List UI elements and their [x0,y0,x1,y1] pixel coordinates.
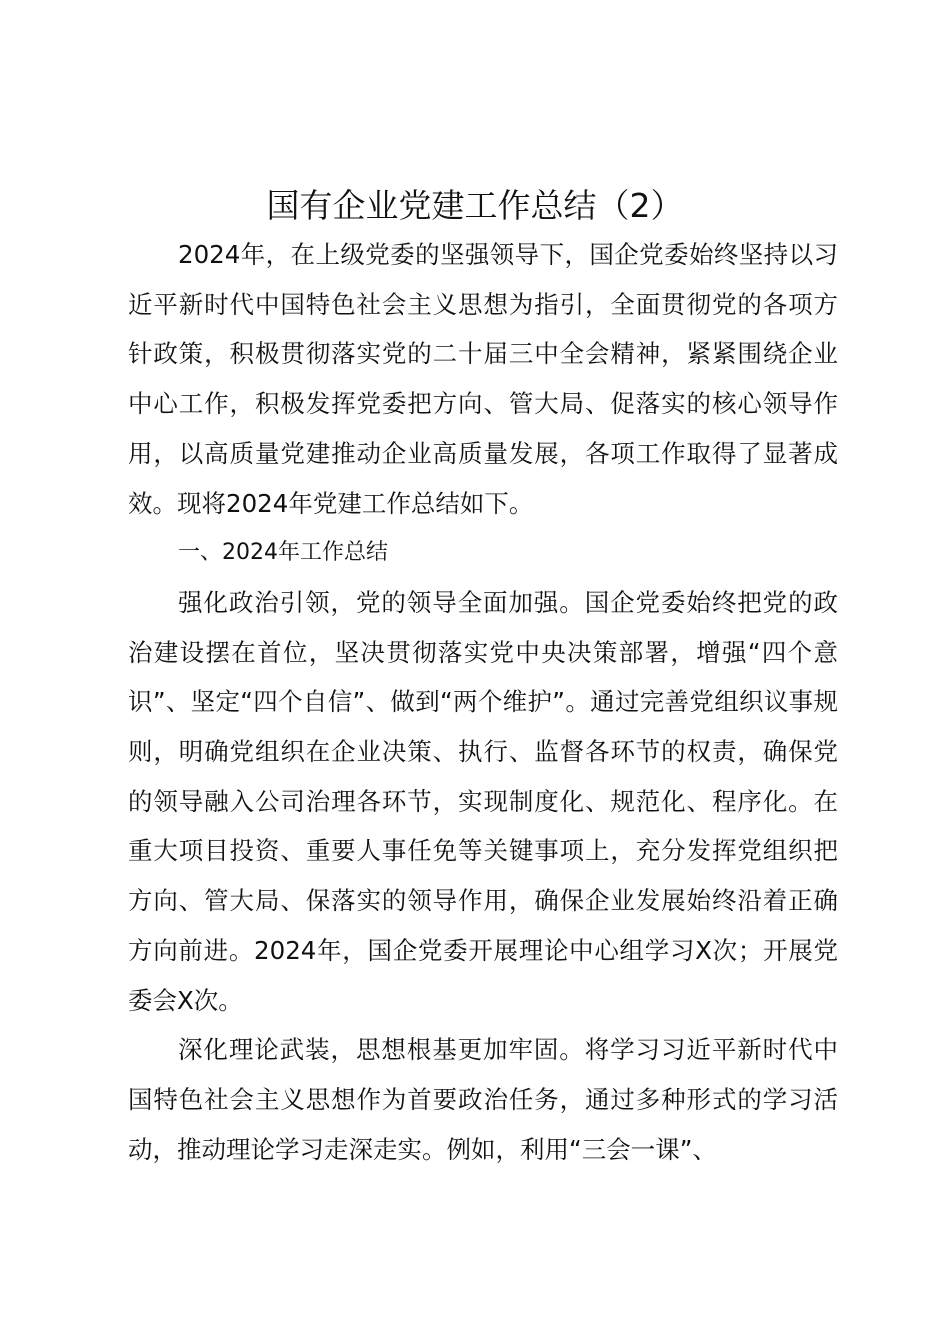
document-title: 国有企业党建工作总结（2） [266,186,684,225]
paragraph-political-leadership: 强化政治引领，党的领导全面加强。国企党委始终把党的政治建设摆在首位，坚决贯彻落实党中央决策部署，增强“四个意识”、坚定“四个自信”、做到“两个维护”。通过完善党组织议事规则，明确党组织在企业决策、执行、监督各环节的权责，确保党的领导融入公司治理各环节，实现制度化、规范化、程序化。在重大项目投资、重要人事任免等关键事项上，充分发挥党组织把方向、管大局、保落实的领导作用，确保企业发展始终沿着正确方向前进。2024年，国企党委开展理论中心组学习X次；开展党委会X次。 [128,587,838,1015]
paragraph-intro: 2024年，在上级党委的坚强领导下，国企党委始终坚持以习近平新时代中国特色社会主义思想为指引，全面贯彻党的各项方针政策，积极贯彻落实党的二十届三中全会精神，紧紧围绕企业中心工作，积极发挥党委把方向、管大局、促落实的核心领导作用，以高质量党建推动企业高质量发展，各项工作取得了显著成效。现将2024年党建工作总结如下。 [128,240,838,518]
paragraph-theory-study: 深化理论武装，思想根基更加牢固。将学习习近平新时代中国特色社会主义思想作为首要政治任务，通过多种形式的学习活动，推动理论学习走深走实。例如，利用“三会一课”、 [128,1035,838,1164]
section-heading-1: 一、2024年工作总结 [178,540,388,566]
document-body [128,230,838,1174]
